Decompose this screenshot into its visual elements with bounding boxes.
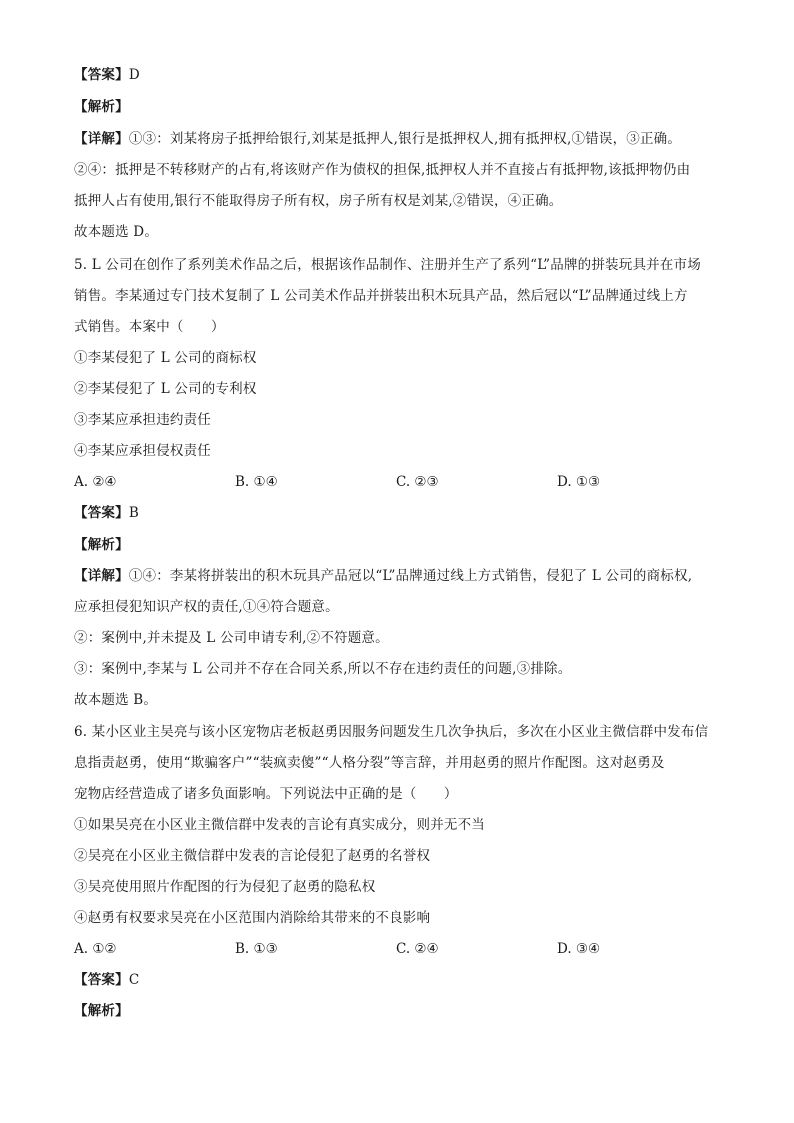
- q6-option-a: A. ①②: [74, 941, 117, 957]
- q5-item-2: ②李某侵犯了 L 公司的专利权: [74, 381, 257, 397]
- q6-option-c: C. ②④: [396, 941, 439, 957]
- answer-value: D: [128, 67, 140, 83]
- detail-text: ①③：刘某将房子抵押给银行,刘某是抵押人,银行是抵押权人,拥有抵押权,①错误，③正确。: [128, 131, 682, 147]
- q5-item-3: ③李某应承担违约责任: [74, 412, 211, 428]
- q4-detail-line-1: [74, 130, 681, 148]
- q5-option-b: B. ①④: [235, 474, 278, 490]
- q5-stem-line-1: 5. L 公司在创作了系列美术作品之后，根据该作品制作、注册并生产了系列“L”品牌的拼装玩具并在市场: [74, 257, 701, 273]
- q6-item-4: ④赵勇有权要求吴亮在小区范围内消除给其带来的不良影响: [74, 910, 431, 926]
- q5-option-a: A. ②④: [74, 474, 117, 490]
- q4-detail-line-3: 抵押人占有使用,银行不能取得房子所有权，房子所有权是刘某,②错误，④正确。: [74, 193, 563, 209]
- q5-option-c: C. ②③: [396, 474, 439, 490]
- detail-text: ①④：李某将拼装出的积木玩具产品冠以“L”品牌通过线上方式销售，侵犯了 L 公司的商标权,: [128, 568, 693, 584]
- q5-detail-line-4: ③：案例中,李某与 L 公司并不存在合同关系,所以不存在违约责任的问题,③排除。: [74, 661, 572, 677]
- q4-detail-line-2: ②④：抵押是不转移财产的占有,将该财产作为债权的担保,抵押权人并不直接占有抵押物,该抵押物仍由: [74, 162, 691, 178]
- answer-tag: 【答案】: [74, 67, 129, 83]
- q6-stem-line-1: 6. 某小区业主吴亮与该小区宠物店老板赵勇因服务问题发生几次争执后，多次在小区业主微信群中发布信: [74, 724, 709, 740]
- q6-item-3: ③吴亮使用照片作配图的行为侵犯了赵勇的隐私权: [74, 879, 376, 895]
- q6-item-2: ②吴亮在小区业主微信群中发表的言论侵犯了赵勇的名誉权: [74, 848, 431, 864]
- detail-tag: 【详解】: [74, 131, 129, 147]
- q5-option-d: D. ①③: [557, 474, 601, 490]
- answer-tag: 【答案】: [74, 972, 129, 988]
- q6-answer-line: [74, 971, 139, 989]
- q6-stem-line-2: 息指责赵勇，使用“欺骗客户”“装疯卖傻”“人格分裂”等言辞，并用赵勇的照片作配图。这对赵勇及: [74, 755, 665, 771]
- q4-analysis-tag: 【解析】: [74, 99, 129, 115]
- q5-stem-line-2: 销售。李某通过专门技术复制了 L 公司美术作品并拼装出积木玩具产品，然后冠以“L”品牌通过线上方: [74, 288, 688, 304]
- q5-answer-line: [74, 504, 139, 522]
- q6-stem-line-3: 宠物店经营造成了诸多负面影响。下列说法中正确的是（ ）: [74, 786, 458, 802]
- q5-item-1: ①李某侵犯了 L 公司的商标权: [74, 350, 257, 366]
- q5-detail-line-2: 应承担侵犯知识产权的责任,①④符合题意。: [74, 599, 339, 615]
- q6-option-b: B. ①③: [235, 941, 278, 957]
- q5-item-4: ④李某应承担侵权责任: [74, 443, 211, 459]
- answer-tag: 【答案】: [74, 505, 129, 521]
- q5-analysis-tag: 【解析】: [74, 537, 129, 553]
- q4-conclusion: 故本题选 D。: [74, 224, 159, 240]
- q6-item-1: ①如果吴亮在小区业主微信群中发表的言论有真实成分，则并无不当: [74, 817, 485, 833]
- q5-stem-line-3: 式销售。本案中（ ）: [74, 319, 225, 335]
- detail-tag: 【详解】: [74, 568, 129, 584]
- q5-conclusion: 故本题选 B。: [74, 692, 158, 708]
- q5-detail-line-1: [74, 567, 692, 585]
- q4-answer-line: [74, 66, 140, 84]
- q6-option-d: D. ③④: [557, 941, 601, 957]
- q6-analysis-tag: 【解析】: [74, 1003, 129, 1019]
- answer-value: B: [128, 505, 139, 521]
- answer-value: C: [128, 972, 140, 988]
- q5-detail-line-3: ②：案例中,并未提及 L 公司申请专利,②不符题意。: [74, 630, 389, 646]
